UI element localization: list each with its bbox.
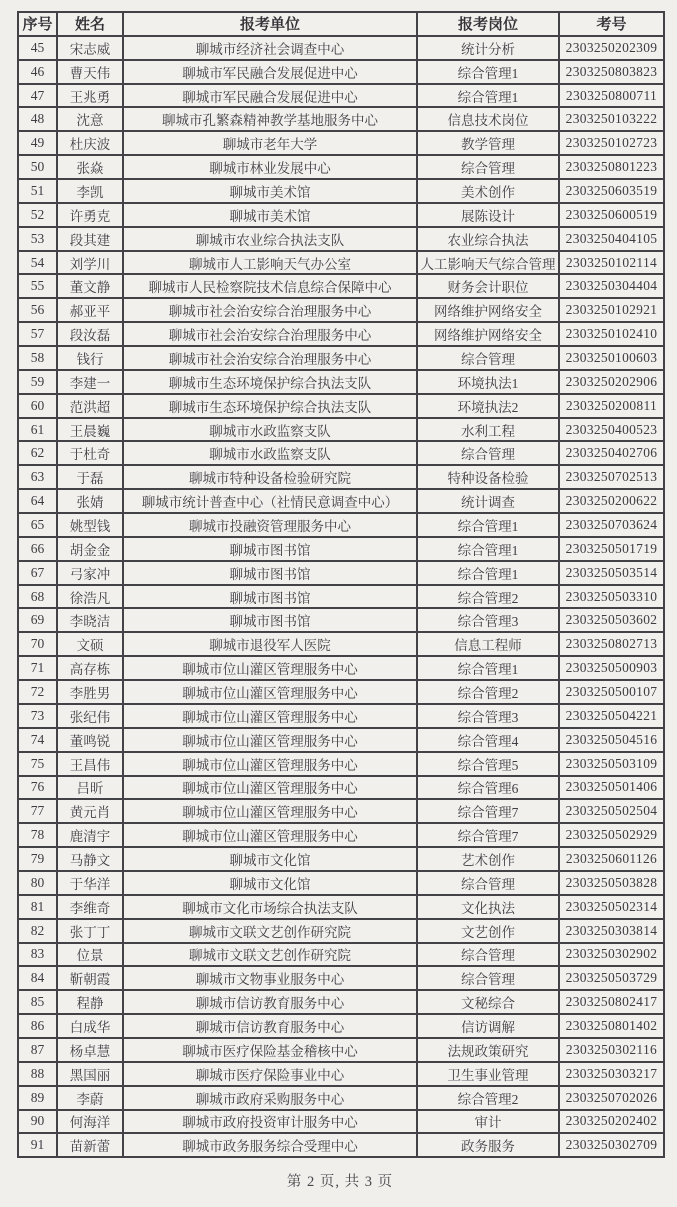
- cell-unit: 聊城市人民检察院技术信息综合保障中心: [123, 274, 417, 298]
- cell-exam-no: 2303250801402: [559, 1014, 664, 1038]
- cell-unit: 聊城市农业综合执法支队: [123, 227, 417, 251]
- table-row: [18, 489, 664, 513]
- cell-position: 法规政策研究: [417, 1038, 559, 1062]
- cell-name: 高存栋: [57, 656, 123, 680]
- cell-position: 综合管理1: [417, 84, 559, 108]
- cell-exam-no: 2303250802417: [559, 990, 664, 1014]
- table-row: [18, 513, 664, 537]
- cell-position: 综合管理7: [417, 799, 559, 823]
- cell-seq: 58: [18, 346, 57, 370]
- cell-seq: 80: [18, 871, 57, 895]
- cell-unit: 聊城市社会治安综合治理服务中心: [123, 322, 417, 346]
- cell-name: 靳朝霞: [57, 966, 123, 990]
- cell-position: 卫生事业管理: [417, 1062, 559, 1086]
- cell-position: 综合管理3: [417, 704, 559, 728]
- header-cell-name: 姓名: [57, 12, 123, 36]
- cell-exam-no: 2303250503729: [559, 966, 664, 990]
- cell-unit: 聊城市图书馆: [123, 561, 417, 585]
- cell-seq: 87: [18, 1038, 57, 1062]
- table-row: [18, 1133, 664, 1157]
- cell-exam-no: 2303250402706: [559, 441, 664, 465]
- cell-name: 杨卓慧: [57, 1038, 123, 1062]
- cell-position: 综合管理2: [417, 1086, 559, 1110]
- cell-name: 何海洋: [57, 1110, 123, 1134]
- header-cell-seq: 序号: [18, 12, 57, 36]
- cell-seq: 47: [18, 84, 57, 108]
- cell-exam-no: 2303250601126: [559, 847, 664, 871]
- cell-unit: 聊城市文联文艺创作研究院: [123, 919, 417, 943]
- cell-name: 胡金金: [57, 537, 123, 561]
- cell-unit: 聊城市经济社会调查中心: [123, 36, 417, 60]
- cell-unit: 聊城市退役军人医院: [123, 632, 417, 656]
- cell-name: 程静: [57, 990, 123, 1014]
- cell-name: 吕昕: [57, 776, 123, 800]
- cell-unit: 聊城市老年大学: [123, 131, 417, 155]
- cell-position: 特种设备检验: [417, 465, 559, 489]
- cell-name: 王兆勇: [57, 84, 123, 108]
- cell-exam-no: 2303250103222: [559, 107, 664, 131]
- cell-seq: 71: [18, 656, 57, 680]
- table-row: [18, 60, 664, 84]
- cell-position: 综合管理: [417, 966, 559, 990]
- cell-name: 董文静: [57, 274, 123, 298]
- cell-seq: 91: [18, 1133, 57, 1157]
- cell-unit: 聊城市统计普查中心（社情民意调查中心）: [123, 489, 417, 513]
- cell-unit: 聊城市军民融合发展促进中心: [123, 60, 417, 84]
- cell-name: 李蔚: [57, 1086, 123, 1110]
- cell-name: 黄元肖: [57, 799, 123, 823]
- table-row: [18, 728, 664, 752]
- table-row: [18, 585, 664, 609]
- cell-name: 宋志威: [57, 36, 123, 60]
- table-row: [18, 1086, 664, 1110]
- cell-name: 张纪伟: [57, 704, 123, 728]
- cell-position: 综合管理3: [417, 608, 559, 632]
- cell-exam-no: 2303250200622: [559, 489, 664, 513]
- cell-name: 董鸣锐: [57, 728, 123, 752]
- cell-seq: 64: [18, 489, 57, 513]
- cell-position: 文艺创作: [417, 919, 559, 943]
- cell-position: 综合管理: [417, 871, 559, 895]
- cell-name: 黑国丽: [57, 1062, 123, 1086]
- cell-exam-no: 2303250302902: [559, 943, 664, 967]
- cell-exam-no: 2303250600519: [559, 203, 664, 227]
- cell-seq: 82: [18, 919, 57, 943]
- cell-position: 环境执法1: [417, 370, 559, 394]
- cell-exam-no: 2303250102723: [559, 131, 664, 155]
- cell-name: 于华洋: [57, 871, 123, 895]
- header-cell-position: 报考岗位: [417, 12, 559, 36]
- cell-exam-no: 2303250404105: [559, 227, 664, 251]
- cell-unit: 聊城市医疗保险基金稽核中心: [123, 1038, 417, 1062]
- cell-position: 综合管理: [417, 441, 559, 465]
- cell-seq: 83: [18, 943, 57, 967]
- cell-name: 弓家冲: [57, 561, 123, 585]
- table-row: [18, 680, 664, 704]
- cell-unit: 聊城市政府采购服务中心: [123, 1086, 417, 1110]
- cell-position: 综合管理: [417, 943, 559, 967]
- cell-seq: 75: [18, 752, 57, 776]
- cell-unit: 聊城市信访教育服务中心: [123, 990, 417, 1014]
- cell-seq: 50: [18, 155, 57, 179]
- cell-position: 综合管理5: [417, 752, 559, 776]
- header-cell-exam-no: 考号: [559, 12, 664, 36]
- cell-name: 钱行: [57, 346, 123, 370]
- table-row: [18, 322, 664, 346]
- cell-position: 综合管理: [417, 155, 559, 179]
- cell-unit: 聊城市生态环境保护综合执法支队: [123, 370, 417, 394]
- header-cell-unit: 报考单位: [123, 12, 417, 36]
- cell-exam-no: 2303250504221: [559, 704, 664, 728]
- cell-unit: 聊城市医疗保险事业中心: [123, 1062, 417, 1086]
- cell-exam-no: 2303250503514: [559, 561, 664, 585]
- cell-name: 许勇克: [57, 203, 123, 227]
- table-row: [18, 155, 664, 179]
- cell-name: 李建一: [57, 370, 123, 394]
- cell-seq: 67: [18, 561, 57, 585]
- cell-position: 艺术创作: [417, 847, 559, 871]
- cell-name: 位景: [57, 943, 123, 967]
- cell-position: 综合管理6: [417, 776, 559, 800]
- cell-unit: 聊城市军民融合发展促进中心: [123, 84, 417, 108]
- cell-seq: 88: [18, 1062, 57, 1086]
- cell-seq: 86: [18, 1014, 57, 1038]
- cell-unit: 聊城市位山灌区管理服务中心: [123, 656, 417, 680]
- cell-name: 文硕: [57, 632, 123, 656]
- table-row: [18, 274, 664, 298]
- table-row: [18, 1038, 664, 1062]
- cell-seq: 74: [18, 728, 57, 752]
- cell-seq: 49: [18, 131, 57, 155]
- cell-unit: 聊城市位山灌区管理服务中心: [123, 728, 417, 752]
- table-row: [18, 871, 664, 895]
- cell-seq: 65: [18, 513, 57, 537]
- cell-position: 信访调解: [417, 1014, 559, 1038]
- cell-name: 李晓洁: [57, 608, 123, 632]
- table-row: [18, 346, 664, 370]
- cell-seq: 72: [18, 680, 57, 704]
- table-row: [18, 704, 664, 728]
- cell-seq: 90: [18, 1110, 57, 1134]
- table-row: [18, 1062, 664, 1086]
- cell-exam-no: 2303250202309: [559, 36, 664, 60]
- cell-seq: 79: [18, 847, 57, 871]
- cell-name: 姚型钱: [57, 513, 123, 537]
- cell-seq: 45: [18, 36, 57, 60]
- cell-unit: 聊城市水政监察支队: [123, 441, 417, 465]
- cell-position: 网络维护网络安全: [417, 322, 559, 346]
- exam-roster-table: [17, 11, 665, 1158]
- cell-unit: 聊城市特种设备检验研究院: [123, 465, 417, 489]
- table-row: [18, 799, 664, 823]
- table-row: [18, 847, 664, 871]
- cell-seq: 53: [18, 227, 57, 251]
- cell-exam-no: 2303250202906: [559, 370, 664, 394]
- table-row: [18, 441, 664, 465]
- cell-exam-no: 2303250303217: [559, 1062, 664, 1086]
- cell-position: 综合管理1: [417, 513, 559, 537]
- cell-unit: 聊城市文物事业服务中心: [123, 966, 417, 990]
- cell-exam-no: 2303250302116: [559, 1038, 664, 1062]
- cell-unit: 聊城市文化市场综合执法支队: [123, 895, 417, 919]
- cell-unit: 聊城市位山灌区管理服务中心: [123, 799, 417, 823]
- table-row: [18, 632, 664, 656]
- cell-exam-no: 2303250302709: [559, 1133, 664, 1157]
- table-row: [18, 298, 664, 322]
- table-row: [18, 776, 664, 800]
- cell-unit: 聊城市美术馆: [123, 179, 417, 203]
- cell-exam-no: 2303250802713: [559, 632, 664, 656]
- table-row: [18, 418, 664, 442]
- cell-exam-no: 2303250500107: [559, 680, 664, 704]
- cell-unit: 聊城市林业发展中心: [123, 155, 417, 179]
- cell-name: 马静文: [57, 847, 123, 871]
- cell-exam-no: 2303250400523: [559, 418, 664, 442]
- cell-name: 沈意: [57, 107, 123, 131]
- cell-position: 综合管理2: [417, 585, 559, 609]
- table-row: [18, 179, 664, 203]
- cell-exam-no: 2303250503828: [559, 871, 664, 895]
- cell-position: 农业综合执法: [417, 227, 559, 251]
- cell-unit: 聊城市美术馆: [123, 203, 417, 227]
- cell-seq: 62: [18, 441, 57, 465]
- cell-exam-no: 2303250501719: [559, 537, 664, 561]
- cell-seq: 68: [18, 585, 57, 609]
- table-body: [18, 36, 664, 1157]
- cell-exam-no: 2303250303814: [559, 919, 664, 943]
- cell-unit: 聊城市水政监察支队: [123, 418, 417, 442]
- cell-unit: 聊城市生态环境保护综合执法支队: [123, 394, 417, 418]
- table-row: [18, 990, 664, 1014]
- cell-name: 徐浩凡: [57, 585, 123, 609]
- cell-seq: 70: [18, 632, 57, 656]
- cell-name: 苗新蕾: [57, 1133, 123, 1157]
- cell-exam-no: 2303250304404: [559, 274, 664, 298]
- cell-unit: 聊城市图书馆: [123, 537, 417, 561]
- cell-unit: 聊城市信访教育服务中心: [123, 1014, 417, 1038]
- cell-seq: 81: [18, 895, 57, 919]
- cell-unit: 聊城市社会治安综合治理服务中心: [123, 346, 417, 370]
- cell-exam-no: 2303250803823: [559, 60, 664, 84]
- cell-seq: 77: [18, 799, 57, 823]
- cell-exam-no: 2303250200811: [559, 394, 664, 418]
- table-row: [18, 203, 664, 227]
- cell-seq: 73: [18, 704, 57, 728]
- table-row: [18, 465, 664, 489]
- table-row: [18, 251, 664, 275]
- cell-name: 王晨巍: [57, 418, 123, 442]
- cell-exam-no: 2303250502314: [559, 895, 664, 919]
- table-row: [18, 966, 664, 990]
- cell-unit: 聊城市位山灌区管理服务中心: [123, 704, 417, 728]
- cell-position: 统计分析: [417, 36, 559, 60]
- cell-seq: 48: [18, 107, 57, 131]
- cell-position: 综合管理1: [417, 656, 559, 680]
- table-row: [18, 752, 664, 776]
- cell-position: 人工影响天气综合管理: [417, 251, 559, 275]
- cell-exam-no: 2303250501406: [559, 776, 664, 800]
- cell-position: 综合管理7: [417, 823, 559, 847]
- table-row: [18, 561, 664, 585]
- cell-exam-no: 2303250502929: [559, 823, 664, 847]
- table-row: [18, 370, 664, 394]
- cell-seq: 84: [18, 966, 57, 990]
- cell-name: 于杜奇: [57, 441, 123, 465]
- cell-unit: 聊城市位山灌区管理服务中心: [123, 680, 417, 704]
- cell-exam-no: 2303250100603: [559, 346, 664, 370]
- cell-exam-no: 2303250503109: [559, 752, 664, 776]
- table-row: [18, 608, 664, 632]
- cell-exam-no: 2303250502504: [559, 799, 664, 823]
- cell-exam-no: 2303250800711: [559, 84, 664, 108]
- cell-position: 综合管理1: [417, 60, 559, 84]
- cell-unit: 聊城市文化馆: [123, 847, 417, 871]
- table-header-row: [18, 12, 664, 36]
- cell-exam-no: 2303250702026: [559, 1086, 664, 1110]
- cell-unit: 聊城市政府投资审计服务中心: [123, 1110, 417, 1134]
- cell-unit: 聊城市图书馆: [123, 608, 417, 632]
- cell-unit: 聊城市位山灌区管理服务中心: [123, 752, 417, 776]
- cell-seq: 76: [18, 776, 57, 800]
- cell-name: 郝亚平: [57, 298, 123, 322]
- table-row: [18, 943, 664, 967]
- cell-name: 李维奇: [57, 895, 123, 919]
- cell-position: 综合管理2: [417, 680, 559, 704]
- cell-name: 张婧: [57, 489, 123, 513]
- cell-seq: 89: [18, 1086, 57, 1110]
- table-row: [18, 131, 664, 155]
- cell-seq: 52: [18, 203, 57, 227]
- cell-position: 政务服务: [417, 1133, 559, 1157]
- cell-seq: 63: [18, 465, 57, 489]
- cell-position: 环境执法2: [417, 394, 559, 418]
- cell-seq: 78: [18, 823, 57, 847]
- cell-name: 李胜男: [57, 680, 123, 704]
- cell-position: 美术创作: [417, 179, 559, 203]
- table-row: [18, 537, 664, 561]
- cell-name: 曹天伟: [57, 60, 123, 84]
- cell-exam-no: 2303250500903: [559, 656, 664, 680]
- cell-unit: 聊城市文联文艺创作研究院: [123, 943, 417, 967]
- cell-position: 综合管理4: [417, 728, 559, 752]
- table-row: [18, 823, 664, 847]
- cell-name: 刘学川: [57, 251, 123, 275]
- cell-position: 财务会计职位: [417, 274, 559, 298]
- table-row: [18, 227, 664, 251]
- cell-seq: 60: [18, 394, 57, 418]
- cell-seq: 57: [18, 322, 57, 346]
- cell-name: 张丁丁: [57, 919, 123, 943]
- cell-seq: 46: [18, 60, 57, 84]
- cell-name: 鹿清宇: [57, 823, 123, 847]
- cell-exam-no: 2303250801223: [559, 155, 664, 179]
- cell-unit: 聊城市人工影响天气办公室: [123, 251, 417, 275]
- cell-position: 统计调查: [417, 489, 559, 513]
- table-row: [18, 36, 664, 60]
- table-row: [18, 656, 664, 680]
- page-number-footer: 第 2 页, 共 3 页: [286, 1174, 394, 1190]
- cell-exam-no: 2303250603519: [559, 179, 664, 203]
- table-row: [18, 107, 664, 131]
- cell-exam-no: 2303250503310: [559, 585, 664, 609]
- cell-name: 于磊: [57, 465, 123, 489]
- cell-seq: 66: [18, 537, 57, 561]
- cell-unit: 聊城市图书馆: [123, 585, 417, 609]
- cell-position: 文秘综合: [417, 990, 559, 1014]
- table-row: [18, 919, 664, 943]
- cell-position: 综合管理1: [417, 537, 559, 561]
- cell-name: 范洪超: [57, 394, 123, 418]
- cell-position: 信息技术岗位: [417, 107, 559, 131]
- cell-exam-no: 2303250102921: [559, 298, 664, 322]
- cell-position: 水利工程: [417, 418, 559, 442]
- cell-position: 信息工程师: [417, 632, 559, 656]
- cell-position: 教学管理: [417, 131, 559, 155]
- cell-seq: 55: [18, 274, 57, 298]
- cell-name: 张焱: [57, 155, 123, 179]
- cell-seq: 56: [18, 298, 57, 322]
- cell-exam-no: 2303250503602: [559, 608, 664, 632]
- cell-exam-no: 2303250504516: [559, 728, 664, 752]
- table-row: [18, 394, 664, 418]
- cell-name: 李凯: [57, 179, 123, 203]
- cell-name: 段其建: [57, 227, 123, 251]
- cell-name: 段汝磊: [57, 322, 123, 346]
- cell-position: 网络维护网络安全: [417, 298, 559, 322]
- cell-seq: 54: [18, 251, 57, 275]
- cell-position: 展陈设计: [417, 203, 559, 227]
- table-row: [18, 1014, 664, 1038]
- cell-seq: 61: [18, 418, 57, 442]
- cell-name: 王昌伟: [57, 752, 123, 776]
- cell-exam-no: 2303250102114: [559, 251, 664, 275]
- cell-position: 综合管理1: [417, 561, 559, 585]
- cell-seq: 85: [18, 990, 57, 1014]
- cell-unit: 聊城市政务服务综合受理中心: [123, 1133, 417, 1157]
- cell-exam-no: 2303250702513: [559, 465, 664, 489]
- cell-unit: 聊城市投融资管理服务中心: [123, 513, 417, 537]
- cell-unit: 聊城市文化馆: [123, 871, 417, 895]
- cell-unit: 聊城市社会治安综合治理服务中心: [123, 298, 417, 322]
- cell-name: 白成华: [57, 1014, 123, 1038]
- cell-seq: 51: [18, 179, 57, 203]
- cell-name: 杜庆波: [57, 131, 123, 155]
- cell-unit: 聊城市位山灌区管理服务中心: [123, 823, 417, 847]
- cell-exam-no: 2303250102410: [559, 322, 664, 346]
- cell-exam-no: 2303250703624: [559, 513, 664, 537]
- cell-position: 文化执法: [417, 895, 559, 919]
- table-row: [18, 895, 664, 919]
- cell-position: 审计: [417, 1110, 559, 1134]
- table-row: [18, 84, 664, 108]
- cell-seq: 59: [18, 370, 57, 394]
- cell-unit: 聊城市位山灌区管理服务中心: [123, 776, 417, 800]
- cell-unit: 聊城市孔繁森精神教学基地服务中心: [123, 107, 417, 131]
- cell-position: 综合管理: [417, 346, 559, 370]
- cell-exam-no: 2303250202402: [559, 1110, 664, 1134]
- table-row: [18, 1110, 664, 1134]
- cell-seq: 69: [18, 608, 57, 632]
